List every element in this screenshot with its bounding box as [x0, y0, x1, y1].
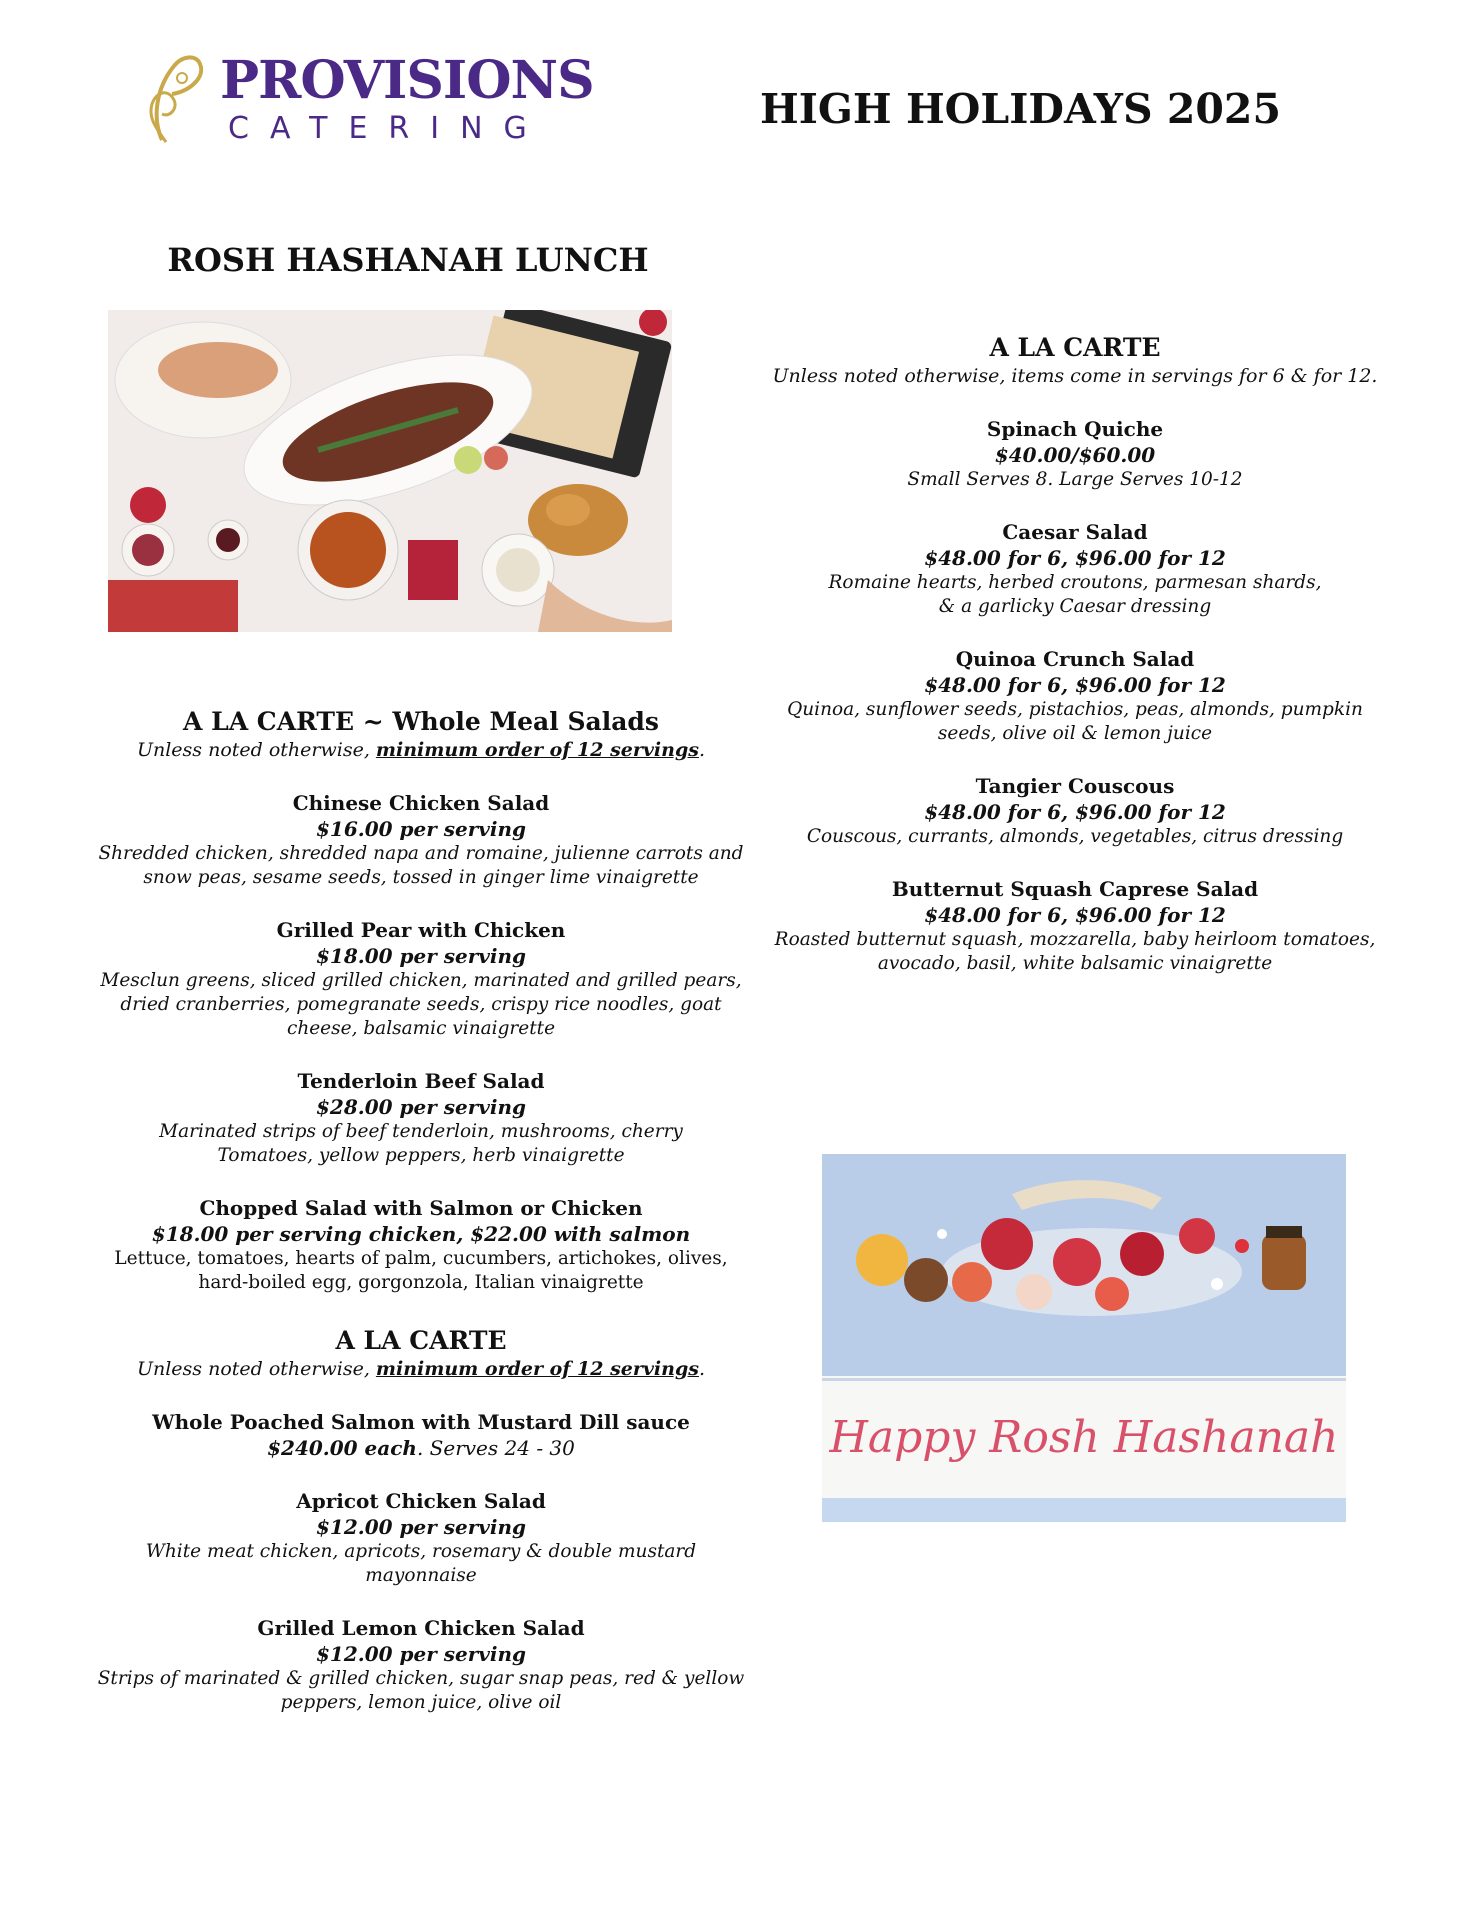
page-title: HIGH HOLIDAYS 2025 [760, 85, 1281, 133]
item-name: Tenderloin Beef Salad [297, 1069, 545, 1093]
item-desc-line: Quinoa, sunflower seeds, pistachios, peas, almonds, pumpkin [787, 699, 1363, 720]
lunch-section-title: ROSH HASHANAH LUNCH [167, 241, 649, 279]
logo-p-monogram-icon [122, 48, 218, 148]
menu-item [760, 646, 1390, 746]
menu-item [96, 1409, 746, 1461]
item-price: $48.00 for 6, $96.00 for 12 [924, 903, 1226, 927]
item-name: Chopped Salad with Salmon or Chicken [199, 1196, 643, 1220]
right-section-title: A LA CARTE [989, 333, 1161, 362]
item-name: Apricot Chicken Salad [296, 1489, 546, 1513]
item-desc-line: Mesclun greens, sliced grilled chicken, marinated and grilled pears, [100, 970, 742, 991]
menu-item [96, 917, 746, 1041]
item-desc-line: Small Serves 8. Large Serves 10-12 [907, 469, 1243, 490]
item-name: Grilled Lemon Chicken Salad [257, 1616, 585, 1640]
item-desc-line: White meat chicken, apricots, rosemary & double mustard [145, 1541, 697, 1562]
menu-item [760, 519, 1390, 619]
item-price: $48.00 for 6, $96.00 for 12 [924, 546, 1226, 570]
item-desc-line: dried cranberries, pomegranate seeds, crispy rice noodles, goat [120, 994, 722, 1015]
menu-item [96, 1488, 746, 1588]
item-price: $48.00 for 6, $96.00 for 12 [924, 673, 1226, 697]
item-price: $48.00 for 6, $96.00 for 12 [924, 800, 1226, 824]
item-desc-line: Strips of marinated & grilled chicken, sugar snap peas, red & yellow [97, 1668, 745, 1689]
item-desc-line: Couscous, currants, almonds, vegetables, citrus dressing [806, 826, 1344, 847]
menu-item [96, 1615, 746, 1715]
menu-item [760, 773, 1390, 849]
item-price: $40.00/$60.00 [994, 443, 1156, 467]
left-menu-column [96, 706, 746, 1715]
right-menu-column [760, 332, 1390, 976]
item-desc-line: Roasted butternut squash, mozzarella, baby heirloom tomatoes, [774, 929, 1376, 950]
salads-section-note [96, 738, 746, 763]
item-desc-line: avocado, basil, white balsamic vinaigrette [877, 953, 1273, 974]
item-desc-line: mayonnaise [365, 1565, 477, 1586]
rosh-hashanah-banner [822, 1154, 1346, 1522]
menu-item [96, 790, 746, 890]
note-prefix: Unless noted otherwise, [136, 1358, 376, 1380]
menu-item [760, 416, 1390, 492]
item-desc-line: peppers, lemon juice, olive oil [280, 1692, 562, 1713]
logo-text-provisions: PROVISIONS [220, 50, 594, 111]
item-name: Quinoa Crunch Salad [955, 647, 1195, 671]
menu-item [96, 1195, 746, 1295]
item-price: $16.00 per serving [316, 817, 526, 841]
item-name: Caesar Salad [1002, 520, 1148, 544]
provisions-logo [122, 48, 594, 148]
item-desc-line: Marinated strips of beef tenderloin, mushrooms, cherry [159, 1121, 683, 1142]
item-price: $18.00 per serving [316, 944, 526, 968]
salads-section-title: A LA CARTE ~ Whole Meal Salads [183, 707, 659, 736]
item-desc-line: & a garlicky Caesar dressing [938, 596, 1212, 617]
item-name: Butternut Squash Caprese Salad [891, 877, 1259, 901]
menu-item [760, 876, 1390, 976]
right-section-note: Unless noted otherwise, items come in servings for 6 & for 12. [772, 365, 1378, 387]
item-price: $28.00 per serving [316, 1095, 526, 1119]
food-spread-photo [108, 310, 672, 632]
menu-item [96, 1068, 746, 1168]
note-suffix: . [698, 1358, 705, 1380]
logo-text-catering: CATERING [228, 111, 548, 146]
note-suffix: . [698, 739, 705, 761]
item-name: Chinese Chicken Salad [292, 791, 550, 815]
note-emphasis: minimum order of 12 servings [375, 1358, 699, 1380]
item-desc-line: hard-boiled egg, gorgonzola, Italian vinaigrette [198, 1272, 644, 1293]
item-desc-line: Romaine hearts, herbed croutons, parmesan shards, [828, 572, 1322, 593]
note-emphasis: minimum order of 12 servings [375, 739, 699, 761]
item-desc-line: Tomatoes, yellow peppers, herb vinaigrette [217, 1145, 625, 1166]
item-price [96, 1435, 746, 1461]
item-price: $12.00 per serving [316, 1515, 526, 1539]
item-price: $12.00 per serving [316, 1642, 526, 1666]
item-desc-line: snow peas, sesame seeds, tossed in ginger lime vinaigrette [143, 867, 699, 888]
price-serves: . Serves 24 - 30 [416, 1436, 575, 1460]
item-name: Whole Poached Salmon with Mustard Dill sauce [152, 1410, 690, 1434]
note-prefix: Unless noted otherwise, [136, 739, 376, 761]
item-price: $18.00 per serving chicken, $22.00 with salmon [151, 1222, 691, 1246]
item-desc-line: seeds, olive oil & lemon juice [937, 723, 1213, 744]
alacarte-section-title: A LA CARTE [335, 1326, 507, 1355]
item-name: Tangier Couscous [975, 774, 1175, 798]
item-desc-line: Lettuce, tomatoes, hearts of palm, cucumbers, artichokes, olives, [114, 1248, 728, 1269]
item-name: Grilled Pear with Chicken [276, 918, 566, 942]
item-desc-line: Shredded chicken, shredded napa and romaine, julienne carrots and [98, 843, 744, 864]
item-name: Spinach Quiche [986, 417, 1164, 441]
price-amount: $240.00 each [267, 1436, 417, 1460]
banner-greeting-text: Happy Rosh Hashanah [829, 1412, 1339, 1463]
alacarte-section-note [96, 1357, 746, 1382]
item-desc-line: cheese, balsamic vinaigrette [286, 1018, 556, 1039]
